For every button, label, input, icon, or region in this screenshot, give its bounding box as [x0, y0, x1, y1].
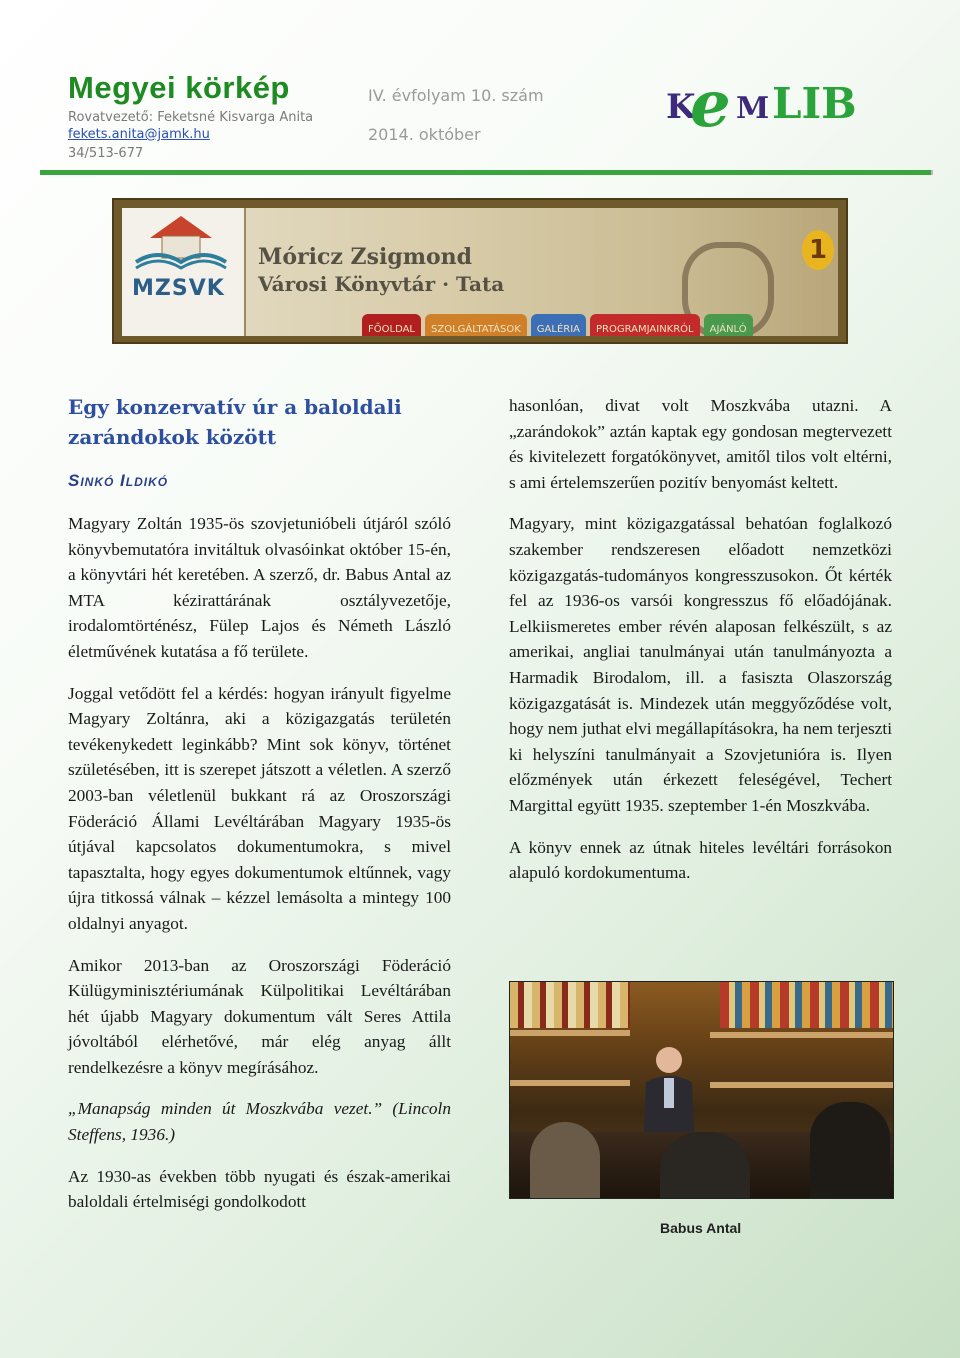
svg-text:K: K [666, 87, 696, 127]
library-name: Móricz Zsigmond [258, 244, 473, 270]
article-title: Egy konzervatív úr a baloldali zarándokok között [68, 395, 402, 449]
article-right-column [509, 393, 892, 902]
mzsvk-logo [122, 208, 246, 336]
svg-text:e: e [690, 72, 731, 134]
paragraph: Az 1930-as években több nyugati és észak-amerikai baloldali értelmiségi gondolkodott [68, 1166, 451, 1212]
photo-caption: Babus Antal [660, 1220, 742, 1236]
kemlib-logo [666, 72, 886, 134]
quote: „Manapság minden út Moszkvába vezet.” (Lincoln Steffens, 1936.) [68, 1099, 451, 1145]
paragraph: Amikor 2013-ban az Oroszországi Föderáció Külügyminisztériumának Külpolitikai Levéltárában hét újabb Magyary dokumentum vált Seres Attila jóvoltából elérhetővé, már elég anyag állt rendelkezésre a könyv megírásához. [68, 955, 451, 1077]
nav-services[interactable]: SZOLGÁLTATÁSOK [425, 314, 527, 336]
article-author: Sinkó Ildikó [68, 471, 169, 490]
section-editor: Rovatvezető: Feketsné Kisvarga Anita [68, 110, 314, 125]
paragraph: Magyary Zoltán 1935-ös szovjetunióbeli útjáról szóló könyvbemutatóra invitáltuk olvasóinkat október 15-én, a könyvtári hét keretében. A szerző, dr. Babus Antal az MTA kézirattárának osztályvezetője, irodalomtörténész, Fülep Lajos és Németh László életművének kutatása a fő területe. [68, 514, 451, 661]
nav-home[interactable]: FŐOLDAL [362, 314, 421, 336]
nav-recommendations[interactable]: AJÁNLÓ [704, 314, 753, 336]
magazine-title: Megyei körkép [68, 70, 290, 105]
paragraph: A könyv ennek az útnak hiteles levéltári forrásokon alapuló kordokumentuma. [509, 837, 892, 883]
paragraph: Magyary, mint közigazgatással behatóan foglalkozó szakember rendszeresen előadott nemzetközi közigazgatás-tudományos kongresszusokon. Őt kérték fel az 1936-os varsói kongresszus fő előadójának. Lelkiismeretes ember révén alaposan felkészült, s az amerikai, angliai tanulmányai után tanulmányozta a Harmadik Birodalom, ill. a fasiszta Olaszország közigazgatását is. Mindezek után meggyőződése volt, hogy nem juthat elvi megállapításokra, ha nem terjeszti ki helyszíni tanulmányait a Szovjetunióra is. Ilyen előzmények után érkezett feleségével, Techert Margittal együtt 1935. szeptember 1-én Moszkvába. [509, 514, 892, 815]
editor-phone: 34/513-677 [68, 146, 144, 161]
svg-text:M: M [736, 91, 770, 126]
article-left-column [68, 511, 451, 1231]
header-divider [40, 170, 933, 175]
library-location: Városi Könyvtár · Tata [258, 272, 505, 296]
mzsvk-label: MZSVK [132, 276, 225, 301]
event-photo [509, 981, 894, 1199]
issue-date: 2014. október [368, 125, 481, 144]
nav-programs[interactable]: PROGRAMJAINKRÓL [590, 314, 700, 336]
banner-badge: 1 [802, 230, 834, 270]
svg-text:LIB: LIB [772, 79, 857, 128]
editor-email-link[interactable]: fekets.anita@jamk.hu [68, 127, 210, 142]
paragraph: hasonlóan, divat volt Moszkvába utazni. A „zarándokok” aztán kaptak egy gondosan megtervezett és kivitelezett forgatókönyvet, amitől tilos volt eltérni, s ami értelemszerűen pozitív benyomást keltett. [509, 396, 892, 492]
issue-number: IV. évfolyam 10. szám [368, 86, 544, 105]
nav-gallery[interactable]: GALÉRIA [531, 314, 586, 336]
library-book-icon [122, 208, 240, 276]
paragraph: Joggal vetődött fel a kérdés: hogyan irányult figyelme Magyary Zoltánra, aki a közigazgatás területén tevékenykedett leginkább? Mint sok könyv, történet születésében, itt is szerepet játszott a véletlen. A szerző 2003-ban véletlenül bukkant rá az Oroszországi Föderáció Állami Levéltárában Magyary 1935-ös útjával kapcsolatos dokumentumokra, s mivel tapasztalta, hogy egyes dokumentumok eltűnnek, vagy újra titkossá válnak – kézzel lemásolta a mintegy 100 oldalnyi anyagot. [68, 683, 451, 933]
banner-navbar [362, 314, 818, 336]
library-banner[interactable] [112, 198, 848, 344]
